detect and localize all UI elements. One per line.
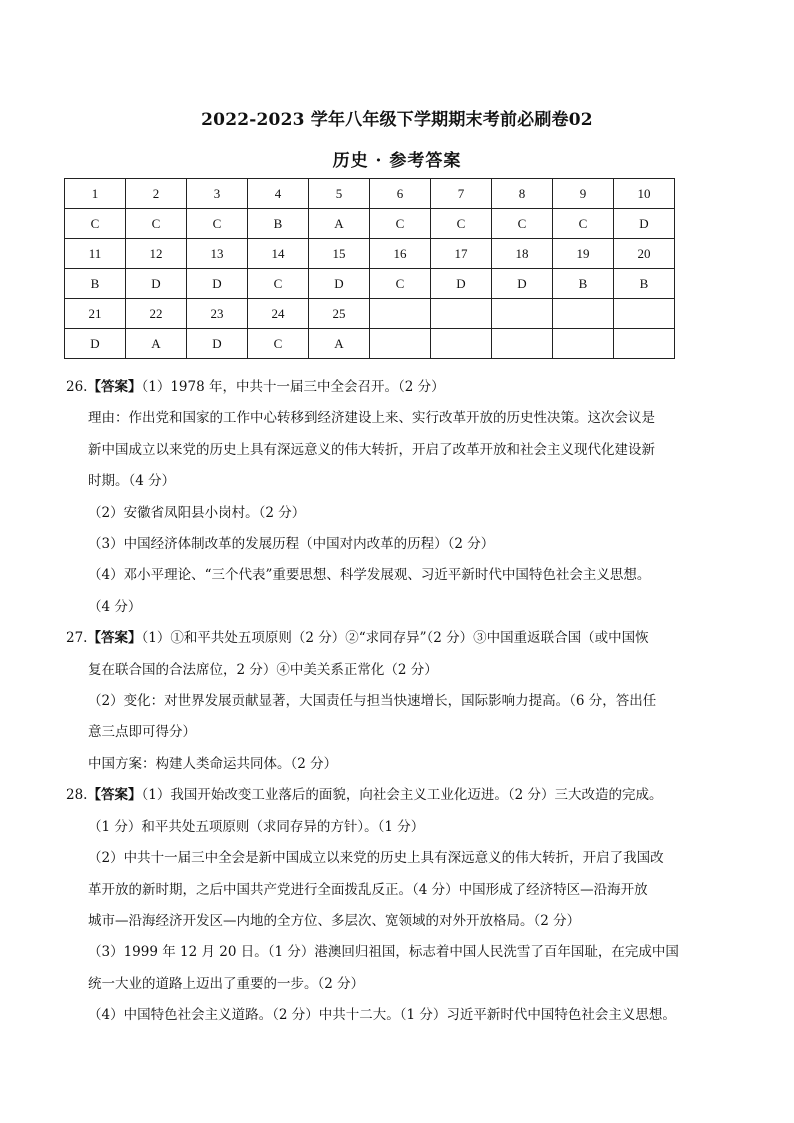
q26-text-1: （1）1978 年，中共十一届三中全会召开。（2 分） xyxy=(141,379,445,395)
table-cell: 2 xyxy=(126,179,187,209)
table-cell xyxy=(370,299,431,329)
table-cell: D xyxy=(187,329,248,359)
table-cell xyxy=(492,299,553,329)
q26-line-7: （4）邓小平理论、“三个代表”重要思想、科学发展观、习近平新时代中国特色社会主义思想。 xyxy=(88,567,651,584)
q28-line-4: 革开放的新时期，之后中国共产党进行全面拨乱反正。（4 分）中国形成了经济特区—沿海开放 xyxy=(88,881,648,898)
table-cell: C xyxy=(248,269,309,299)
table-cell: B xyxy=(65,269,126,299)
page-subtitle: 历史 · 参考答案 xyxy=(332,151,462,171)
table-cell: 13 xyxy=(187,239,248,269)
table-cell: B xyxy=(553,269,614,299)
table-cell xyxy=(370,329,431,359)
question-number-row xyxy=(65,179,675,209)
table-cell: 12 xyxy=(126,239,187,269)
table-cell: 24 xyxy=(248,299,309,329)
table-cell: 25 xyxy=(309,299,370,329)
q28-answer-tag: 【答案】 xyxy=(87,787,142,804)
q27-number: 27. xyxy=(66,630,88,647)
table-cell xyxy=(614,329,675,359)
table-cell xyxy=(492,329,553,359)
q26-answer-tag: 【答案】 xyxy=(87,379,142,395)
table-cell: 3 xyxy=(187,179,248,209)
table-cell: C xyxy=(187,209,248,239)
table-cell: D xyxy=(65,329,126,359)
table-cell: B xyxy=(248,209,309,239)
q27-line-3: （2）变化：对世界发展贡献显著，大国责任与担当快速增长，国际影响力提高。（6 分，答出任 xyxy=(88,693,657,710)
q26-line-6: （3）中国经济体制改革的发展历程（中国对内改革的历程）（2 分） xyxy=(88,536,495,553)
table-cell: D xyxy=(126,269,187,299)
q27-line-2: 复在联合国的合法席位，2 分）④中美关系正常化（2 分） xyxy=(88,661,438,678)
table-cell: C xyxy=(248,329,309,359)
question-number-row xyxy=(65,299,675,329)
q28-line-6: （3）1999 年 12 月 20 日。（1 分）港澳回归祖国，标志着中国人民洗雪了百年国耻，在完成中国 xyxy=(88,944,679,961)
table-cell: 14 xyxy=(248,239,309,269)
table-cell: 17 xyxy=(431,239,492,269)
table-cell xyxy=(614,299,675,329)
table-cell: C xyxy=(492,209,553,239)
table-cell: 22 xyxy=(126,299,187,329)
table-cell: 9 xyxy=(553,179,614,209)
q28-line-8: （4）中国特色社会主义道路。（2 分）中共十二大。（1 分）习近平新时代中国特色社会主义思想。 xyxy=(88,1007,676,1024)
table-cell: C xyxy=(431,209,492,239)
table-cell: C xyxy=(370,269,431,299)
q28-line-5: 城市—沿海经济开发区—内地的全方位、多层次、宽领域的对外开放格局。（2 分） xyxy=(88,912,581,929)
table-cell: C xyxy=(126,209,187,239)
q26-line-3: 新中国成立以来党的历史上具有深远意义的伟大转折，开启了改革开放和社会主义现代化建设新 xyxy=(88,441,655,458)
q28-line-2: （1 分）和平共处五项原则（求同存异的方针）。（1 分） xyxy=(88,818,425,835)
table-cell xyxy=(431,329,492,359)
table-cell: 19 xyxy=(553,239,614,269)
q28-line-7: 统一大业的道路上迈出了重要的一步。（2 分） xyxy=(88,975,365,992)
q26-line-5: （2）安徽省凤阳县小岗村。（2 分） xyxy=(88,504,306,521)
q26-line-4: 时期。（4 分） xyxy=(88,473,176,490)
q27-text-1: （1）①和平共处五项原则（2 分）②“求同存异”（2 分）③中国重返联合国（或中国恢 xyxy=(141,630,649,647)
table-cell: C xyxy=(370,209,431,239)
table-cell: 1 xyxy=(65,179,126,209)
q26-number: 26. xyxy=(66,379,88,395)
q28-number: 28. xyxy=(66,787,88,804)
table-cell: 8 xyxy=(492,179,553,209)
table-cell: D xyxy=(492,269,553,299)
table-cell: A xyxy=(126,329,187,359)
page-title: 2022-2023 学年八年级下学期期末考前必刷卷02 xyxy=(201,110,593,130)
table-cell: 11 xyxy=(65,239,126,269)
table-cell: A xyxy=(309,329,370,359)
table-cell: D xyxy=(614,209,675,239)
q28-line-1 xyxy=(66,780,696,811)
table-cell: 15 xyxy=(309,239,370,269)
answer-letter-row xyxy=(65,269,675,299)
q27-line-1 xyxy=(66,623,696,654)
table-cell: B xyxy=(614,269,675,299)
table-cell: 10 xyxy=(614,179,675,209)
q27-line-4: 意三点即可得分） xyxy=(88,724,196,741)
answer-letter-row xyxy=(65,209,675,239)
table-cell: 20 xyxy=(614,239,675,269)
question-number-row xyxy=(65,239,675,269)
table-cell: 23 xyxy=(187,299,248,329)
table-cell: D xyxy=(187,269,248,299)
q27-line-5: 中国方案：构建人类命运共同体。（2 分） xyxy=(88,755,338,772)
q26-line-1 xyxy=(66,372,696,403)
q26-line-8: （4 分） xyxy=(88,598,142,615)
table-cell: 16 xyxy=(370,239,431,269)
table-cell: 18 xyxy=(492,239,553,269)
table-cell: 4 xyxy=(248,179,309,209)
table-cell: 5 xyxy=(309,179,370,209)
table-cell: D xyxy=(431,269,492,299)
q26-line-2: 理由：作出党和国家的工作中心转移到经济建设上来、实行改革开放的历史性决策。这次会议是 xyxy=(88,410,655,427)
answer-letter-row xyxy=(65,329,675,359)
table-cell xyxy=(553,299,614,329)
q28-text-1: （1）我国开始改变工业落后的面貌，向社会主义工业化迈进。（2 分）三大改造的完成。 xyxy=(141,787,663,804)
table-cell xyxy=(431,299,492,329)
table-cell: C xyxy=(553,209,614,239)
answer-table xyxy=(64,178,675,359)
table-cell: 7 xyxy=(431,179,492,209)
table-cell: A xyxy=(309,209,370,239)
table-cell: 6 xyxy=(370,179,431,209)
table-cell: C xyxy=(65,209,126,239)
q27-answer-tag: 【答案】 xyxy=(87,630,142,647)
table-cell xyxy=(553,329,614,359)
table-cell: 21 xyxy=(65,299,126,329)
q28-line-3: （2）中共十一届三中全会是新中国成立以来党的历史上具有深远意义的伟大转折，开启了我国改 xyxy=(88,850,664,867)
table-cell: D xyxy=(309,269,370,299)
answer-explanations xyxy=(66,372,696,1032)
